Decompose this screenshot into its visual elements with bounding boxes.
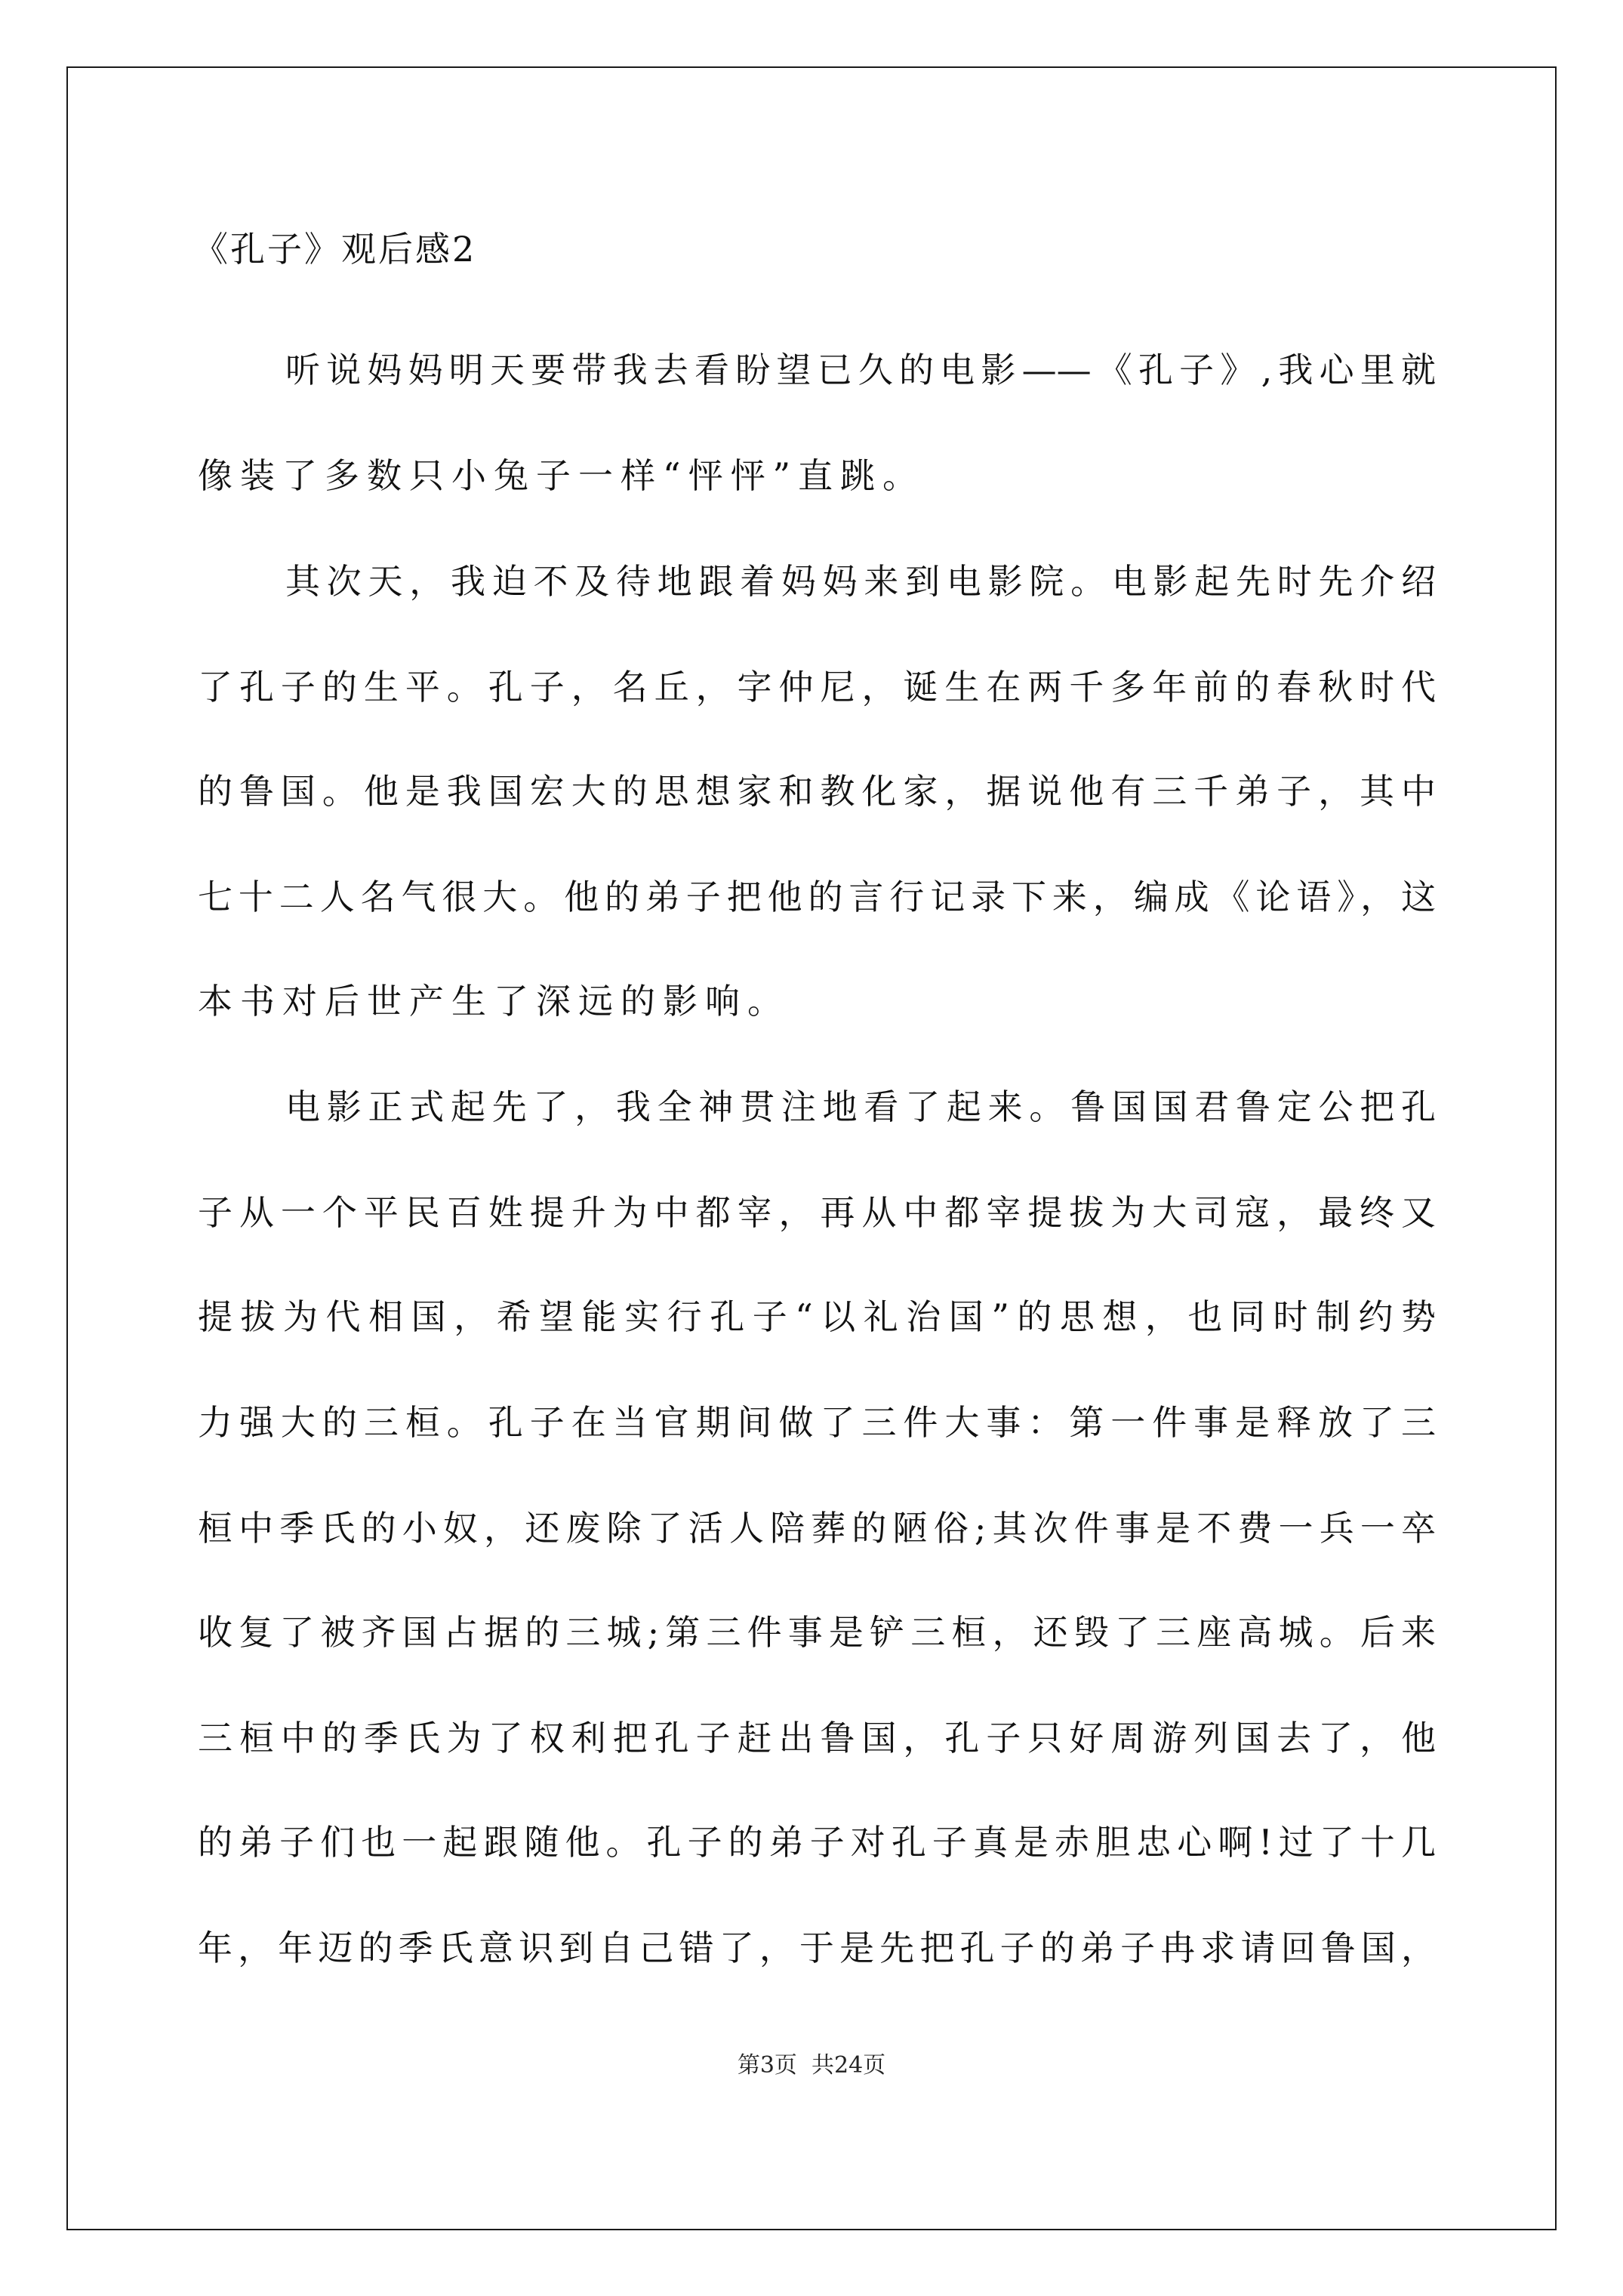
paragraph-3-line-5: 桓中季氏的小奴，还废除了活人陪葬的陋俗;其次件事是不费一兵一卒	[198, 1508, 1436, 1549]
document-title: 《孔子》观后感2	[193, 229, 477, 270]
page-number-footer: 第3页 共24页	[737, 2052, 886, 2079]
paragraph-3-line-9: 年，年迈的季氏意识到自己错了，于是先把孔子的弟子冉求请回鲁国，	[198, 1928, 1436, 1968]
paragraph-1-line-1: 听说妈妈明天要带我去看盼望已久的电影——《孔子》,我心里就	[285, 350, 1436, 390]
paragraph-3-line-8: 的弟子们也一起跟随他。孔子的弟子对孔子真是赤胆忠心啊!过了十几	[198, 1822, 1436, 1863]
paragraph-3-line-7: 三桓中的季氏为了权利把孔子赶出鲁国，孔子只好周游列国去了，他	[198, 1718, 1436, 1758]
paragraph-2-line-4: 七十二人名气很大。他的弟子把他的言行记录下来，编成《论语》，这	[198, 877, 1436, 917]
paragraph-3-line-2: 子从一个平民百姓提升为中都宰，再从中都宰提拔为大司寇，最终又	[198, 1192, 1436, 1233]
paragraph-3-line-4: 力强大的三桓。孔子在当官期间做了三件大事：第一件事是释放了三	[198, 1402, 1436, 1443]
paragraph-2-line-3: 的鲁国。他是我国宏大的思想家和教化家，据说他有三千弟子，其中	[198, 771, 1436, 812]
paragraph-3-line-6: 收复了被齐国占据的三城;第三件事是铲三桓，还毁了三座高城。后来	[198, 1612, 1436, 1653]
paragraph-2-line-2: 了孔子的生平。孔子，名丘，字仲尼，诞生在两千多年前的春秋时代	[198, 667, 1436, 707]
paragraph-1-line-2: 像装了多数只小兔子一样“怦怦”直跳。	[198, 455, 925, 496]
paragraph-3-line-1: 电影正式起先了，我全神贯注地看了起来。鲁国国君鲁定公把孔	[285, 1086, 1436, 1127]
paragraph-2-line-5: 本书对后世产生了深远的影响。	[198, 981, 790, 1022]
paragraph-2-line-1: 其次天，我迫不及待地跟着妈妈来到电影院。电影起先时先介绍	[285, 561, 1436, 602]
paragraph-3-line-3: 提拔为代相国，希望能实行孔子“以礼治国”的思想，也同时制约势	[198, 1296, 1436, 1337]
